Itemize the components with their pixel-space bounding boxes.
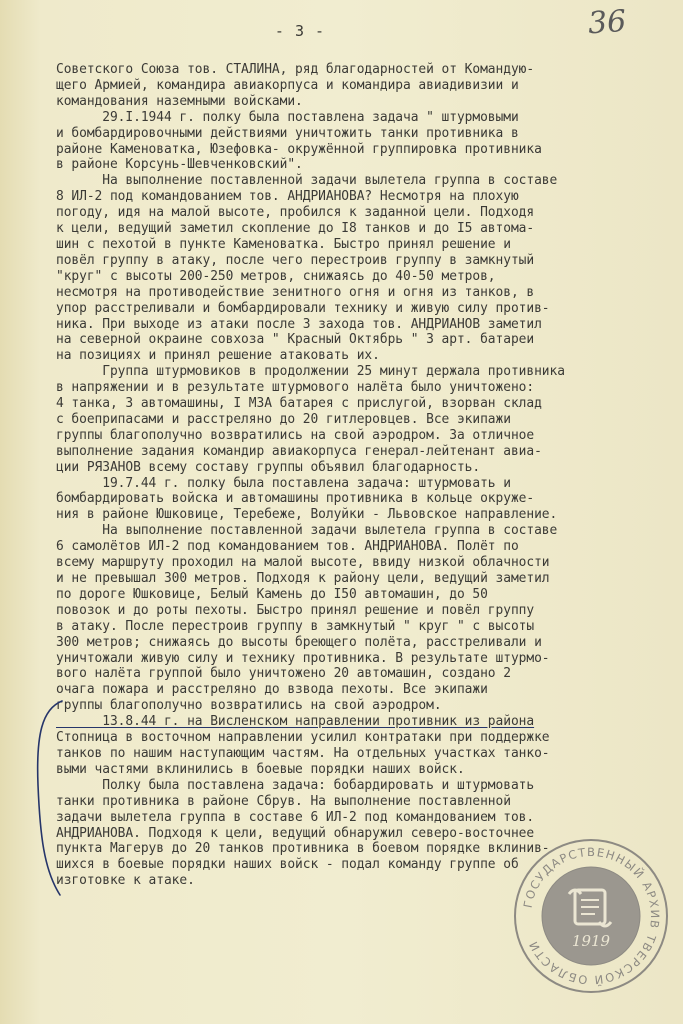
text-line: всему маршруту проходил на малой высоте, ввиду низкой облачности [56, 555, 550, 571]
text-line: 4 танка, 3 автомашины, I МЗА батарея с прислугой, взорван склад [56, 396, 542, 412]
text-line: 300 метров; снижаясь до высоты бреющего полёта, расстреливали и [56, 634, 542, 650]
text-line: задачи вылетела группа в составе 6 ИЛ-2 под командованием тов. [56, 809, 535, 825]
text-line: несмотря на противодействие зенитного огня и огня из танков, в [56, 284, 535, 300]
text-line: На выполнение поставленной задачи вылетела группа в составе [56, 523, 558, 539]
text-line: и не превышал 300 метров. Подходя к району цели, ведущий заметил [56, 571, 550, 586]
text-line: в напряжении и в результате штурмового налёта было уничтожено: [56, 380, 535, 396]
text-line: к цели, ведущий заметил скопление до I8 танков и до I5 автома- [56, 221, 535, 237]
text-line: с боеприпасами и расстреляно до 20 гитлеровцев. Все экипажи [56, 411, 511, 427]
text-line: танков по нашим наступающим частям. На отдельных участках танко- [56, 745, 550, 761]
text-line: На выполнение поставленной задачи вылетела группа в составе [56, 173, 558, 189]
text-line: ции РЯЗАНОВ всему составу группы объявил благодарность. [56, 459, 481, 475]
text-line: 19.7.44 г. полку была поставлена задача: штурмовать и [56, 475, 511, 491]
text-line: изготовке к атаке. [56, 873, 195, 889]
text-line: очага пожара и расстреляно до взвода пехоты. Все экипажи [56, 682, 488, 698]
text-line: Советского Союза тов. СТАЛИНА, ряд благодарностей от Командую- [56, 62, 535, 77]
text-line: группы благополучно возвратились на свой аэродром. За отличное [56, 427, 535, 443]
text-line: бомбардировать войска и автомашины противника в кольце окруже- [56, 491, 535, 507]
text-line: уничтожали живую силу и технику противника. В результате штурмо- [56, 650, 550, 666]
text-line: выполнение задания командир авиакорпуса генерал-лейтенант авиа- [56, 443, 542, 459]
text-line: выми частями вклинились в боевые порядки наших войск. [56, 761, 465, 777]
text-line: на позициях и принял решение атаковать их. [56, 348, 380, 364]
text-line: вого налёта группой было уничтожено 20 автомашин, создано 2 [56, 666, 511, 682]
text-line: районе Каменоватка, Юзефовка- окружённой группировка противника [56, 141, 542, 157]
text-line: "круг" с высоты 200-250 метров, снижаясь до 40-50 метров, [56, 268, 496, 284]
text-line: по дороге Юшковице, Белый Камень до I50 автомашин, до 50 [56, 586, 488, 602]
text-line: повёл группу в атаку, после чего перестроив группу в замкнутый [56, 252, 535, 268]
text-line: Стопница в восточном направлении усилил контратаки при поддержке [56, 730, 550, 746]
text-line: Группа штурмовиков в продолжении 25 минут держала противника [56, 364, 565, 380]
text-line: группы благополучно возвратились на свой аэродром. [56, 698, 442, 714]
text-line-underlined: 13.8.44 г. на Висленском направлении противник из района [56, 714, 535, 730]
text-line: командования наземными войсками. [56, 93, 303, 109]
text-line: танки противника в районе Сбрув. На выполнение поставленной [56, 793, 511, 809]
text-line: в районе Корсунь-Шевченковский". [56, 157, 303, 173]
text-line: ния в районе Юшковице, Теребеже, Волуйки - Львовское направление. [56, 507, 558, 523]
text-line: щего Армией, командира авиакорпуса и командира авиадивизии и [56, 77, 519, 93]
text-line: в атаку. После перестроив группу в замкнутый " круг " с высоты [56, 618, 535, 634]
text-line: АНДРИАНОВА. Подходя к цели, ведущий обнаружил северо-восточнее [56, 825, 535, 841]
text-line: 8 ИЛ-2 под командованием тов. АНДРИАНОВА? Несмотря на плохую [56, 189, 519, 205]
stamp-ring-text: ГОСУДАРСТВЕННЫЙ АРХИВ ТВЕРСКОЙ ОБЛАСТИ [520, 844, 663, 988]
text-line: 6 самолётов ИЛ-2 под командованием тов. АНДРИАНОВА. Полёт по [56, 539, 519, 555]
text-line: упор расстреливали и бомбардировали технику и живую силу против- [56, 300, 550, 316]
text-line: погоду, идя на малой высоте, пробился к заданной цели. Подходя [56, 205, 535, 221]
text-line: и бомбардировочными действиями уничтожить танки противника в [56, 125, 519, 141]
page-number: - 3 - [274, 22, 326, 40]
typewritten-body [56, 62, 668, 889]
text-line: 29.I.1944 г. полку была поставлена задача " штурмовыми [56, 109, 519, 125]
archive-sheet-number: 36 [586, 3, 628, 42]
text-line: повозок и до роты пехоты. Быстро принял решение и повёл группу [56, 602, 535, 618]
text-line: шихся в боевые порядки наших войск - подал команду группе об [56, 857, 519, 873]
margin-bracket-mark [28, 695, 68, 900]
archive-stamp [513, 838, 669, 994]
stamp-year: 1919 [571, 932, 611, 950]
text-line: ника. При выходе из атаки после 3 захода тов. АНДРИАНОВ заметил [56, 316, 542, 332]
text-line: Полку была поставлена задача: бобардировать и штурмовать [56, 777, 535, 793]
text-line: на северной окраине совхоза " Красный Октябрь " 3 арт. батареи [56, 332, 535, 348]
text-line: шин с пехотой в пункте Каменоватка. Быстро принял решение и [56, 236, 511, 252]
text-line: пункта Магерув до 20 танков противника в боевом порядке вклинив- [56, 841, 550, 857]
